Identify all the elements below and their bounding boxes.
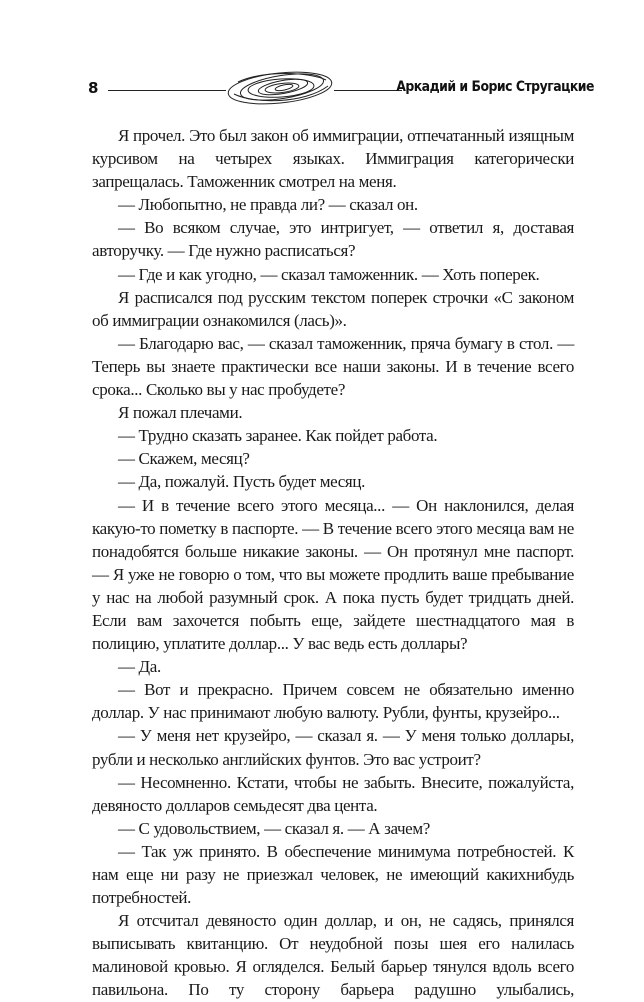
paragraph: — Благодарю вас, — сказал таможенник, пряча бумагу в стол. — Теперь вы знаете практически все наши законы. И в течение всего срока... Сколько вы у нас пробудете? [92,333,574,400]
page-number: 8 [88,79,99,97]
paragraph: — Да, пожалуй. Пусть будет месяц. [118,472,366,492]
paragraph: — Трудно сказать заранее. Как пойдет работа. [118,426,438,446]
header-rule-right [334,90,402,91]
paragraph: — Вот и прекрасно. Причем совсем не обязательно именно доллар. У нас принимают любую валюту. Рубли, фунты, крузейро... [92,680,574,723]
paragraph: Я отсчитал девяносто один доллар, и он, не садясь, принялся выписывать квитанцию. От неудобной позы шея его налилась малиновой кровью. Я огляделся. Белый барьер тянулся вдоль всего павильона. По ту сторону барьера радушно улыбались, [92,911,574,1000]
header-rule-left [108,90,226,91]
paragraph: — Так уж принято. В обеспечение минимума потребностей. К нам еще ни разу не приезжал человек, не имеющий какихнибудь потребностей. [92,841,574,908]
paragraph: — Скажем, месяц? [118,449,250,469]
paragraph: — Где и как угодно, — сказал таможенник. — Хоть поперек. [118,264,540,284]
paragraph: — Да. [118,657,161,677]
paragraph: — Несомненно. Кстати, чтобы не забыть. Внесите, пожалуйста, девяносто долларов семьдесят два цента. [92,772,574,815]
paragraph: — И в течение всего этого месяца... — Он наклонился, делая какую-то пометку в паспорте. — В течение всего этого месяца вам не понадобятся больше никакие законы. — Он протянул мне паспорт. — Я уже не говорю о том, что вы можете продлить ваше пребывание у нас на любой разумный срок. А пока пусть будет тридцать дней. Если вам захочется побыть еще, зайдете шестнадцатого мая в полицию, уплатите доллар... У вас ведь есть доллары? [92,495,574,654]
paragraph: Я пожал плечами. [118,403,243,423]
paragraph: Я расписался под русским текстом поперек строчки «С законом об иммиграции ознакомился (лась)». [92,287,574,330]
paragraph: — Во всяком случае, это интригует, — ответил я, доставая авторучку. — Где нужно расписаться? [92,218,574,261]
paragraph: — Любопытно, не правда ли? — сказал он. [118,195,418,215]
paragraph: Я прочел. Это был закон об иммиграции, отпечатанный изящным курсивом на четырех языках. Иммиграция категорически запрещалась. Таможенник смотрел на меня. [92,126,574,192]
running-title: Аркадий и Борис Стругацкие [396,79,594,95]
page-header [88,68,594,108]
paragraph: — У меня нет крузейро, — сказал я. — У меня только доллары, рубли и несколько английских фунтов. Это вас устроит? [92,726,574,769]
paragraph: — С удовольствием, — сказал я. — А зачем? [118,818,430,838]
spiral-ornament-icon [224,68,336,108]
body-text [92,124,574,1002]
